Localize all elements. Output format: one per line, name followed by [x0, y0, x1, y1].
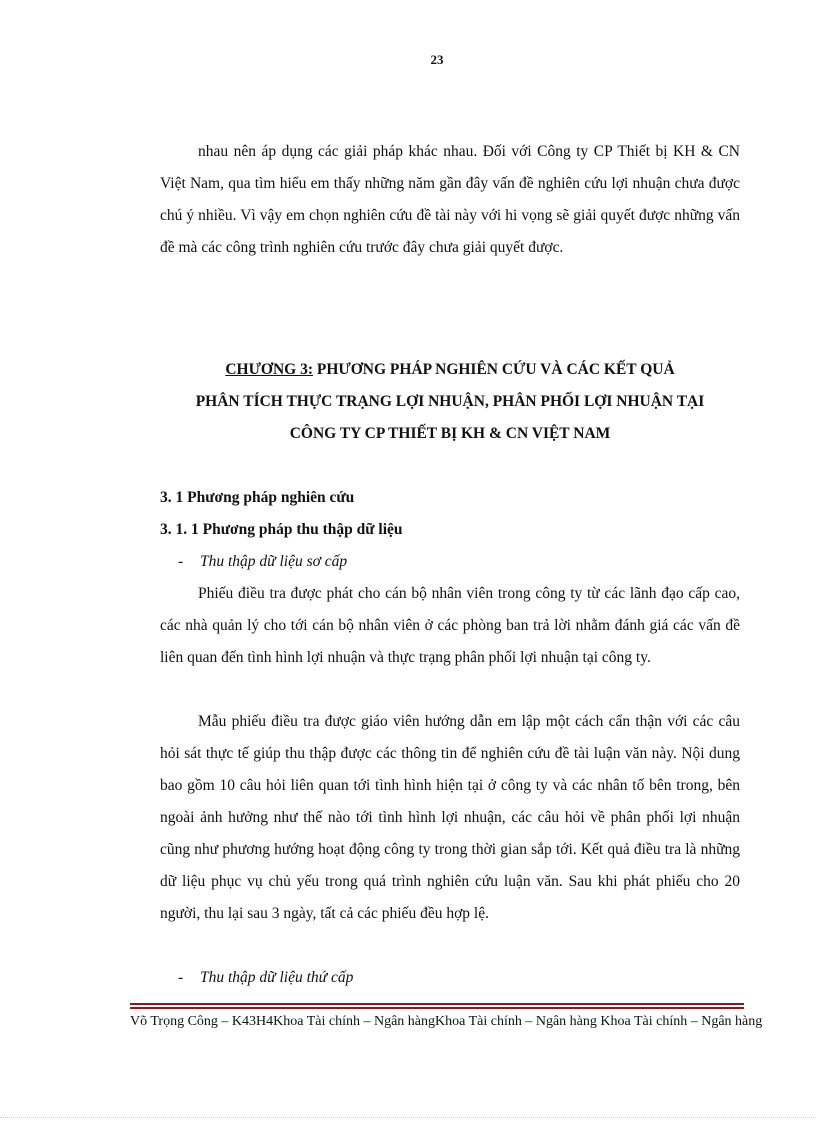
- chapter-label: CHƯƠNG 3:: [225, 361, 313, 378]
- bullet-secondary-data: [178, 962, 353, 994]
- bullet-dash: -: [178, 969, 184, 986]
- footer-rule-top: [130, 1003, 744, 1005]
- page-footer: Võ Trọng Công – K43H4Khoa Tài chính – Ngân hàngKhoa Tài chính – Ngân hàng Khoa Tài chính – Ngân hàng: [130, 1014, 763, 1029]
- page-number: 23: [430, 52, 444, 67]
- footer-rule-bottom: [130, 1007, 744, 1009]
- bullet-secondary-label: Thu thập dữ liệu thứ cấp: [200, 969, 354, 986]
- primary-data-paragraph-1: Phiếu điều tra được phát cho cán bộ nhân viên trong công ty từ các lãnh đạo cấp cao, các nhà quản lý cho tới cán bộ nhân viên ở các phòng ban trả lời nhằm đánh giá các vấn đề liên quan đến tình hình lợi nhuận và thực trạng phân phối lợi nhuận tại công ty.: [160, 585, 740, 666]
- chapter-heading: [150, 354, 750, 450]
- bullet-primary-label: Thu thập dữ liệu sơ cấp: [200, 553, 348, 570]
- primary-data-paragraph-2: Mẫu phiếu điều tra được giáo viên hướng dẫn em lập một cách cẩn thận với các câu hỏi sát thực tế giúp thu thập được các thông tin để nghiên cứu đề tài luận văn này. Nội dung bao gồm 10 câu hỏi liên quan tới tình hình hiện tại ở công ty và các nhân tố bên trong, bên ngoài ảnh hưởng như thế nào tới tình hình lợi nhuận, các câu hỏi về phân phối lợi nhuận cũng như phương hướng hoạt động công ty trong thời gian sắp tới. Kết quả điều tra là những dữ liệu phục vụ chủ yếu trong quá trình nghiên cứu luận văn. Sau khi phát phiếu cho 20 người, thu lại sau 3 ngày, tất cả các phiếu đều hợp lệ.: [160, 713, 740, 922]
- page-bottom-divider: [0, 1117, 816, 1118]
- bullet-primary-data: [178, 546, 347, 578]
- chapter-title-line-2: PHÂN TÍCH THỰC TRẠNG LỢI NHUẬN, PHÂN PHỐI LỢI NHUẬN TẠI: [195, 393, 705, 410]
- intro-paragraph: nhau nên áp dụng các giải pháp khác nhau. Đối với Công ty CP Thiết bị KH & CN Việt Nam, qua tìm hiểu em thấy những năm gần đây vấn đề nghiên cứu lợi nhuận chưa được chú ý nhiều. Vì vậy em chọn nghiên cứu đề tài này với hi vọng sẽ giải quyết được những vấn đề mà các công trình nghiên cứu trước đây chưa giải quyết được.: [160, 143, 740, 256]
- chapter-title-line-1: [150, 354, 750, 386]
- bullet-dash: -: [178, 553, 184, 570]
- section-heading-3-1: 3. 1 Phương pháp nghiên cứu: [160, 489, 355, 506]
- chapter-title-part-1: PHƯƠNG PHÁP NGHIÊN CỨU VÀ CÁC KẾT QUẢ: [316, 361, 675, 378]
- section-heading-3-1-1: 3. 1. 1 Phương pháp thu thập dữ liệu: [160, 521, 403, 538]
- chapter-title-line-3: CÔNG TY CP THIẾT BỊ KH & CN VIỆT NAM: [289, 425, 611, 442]
